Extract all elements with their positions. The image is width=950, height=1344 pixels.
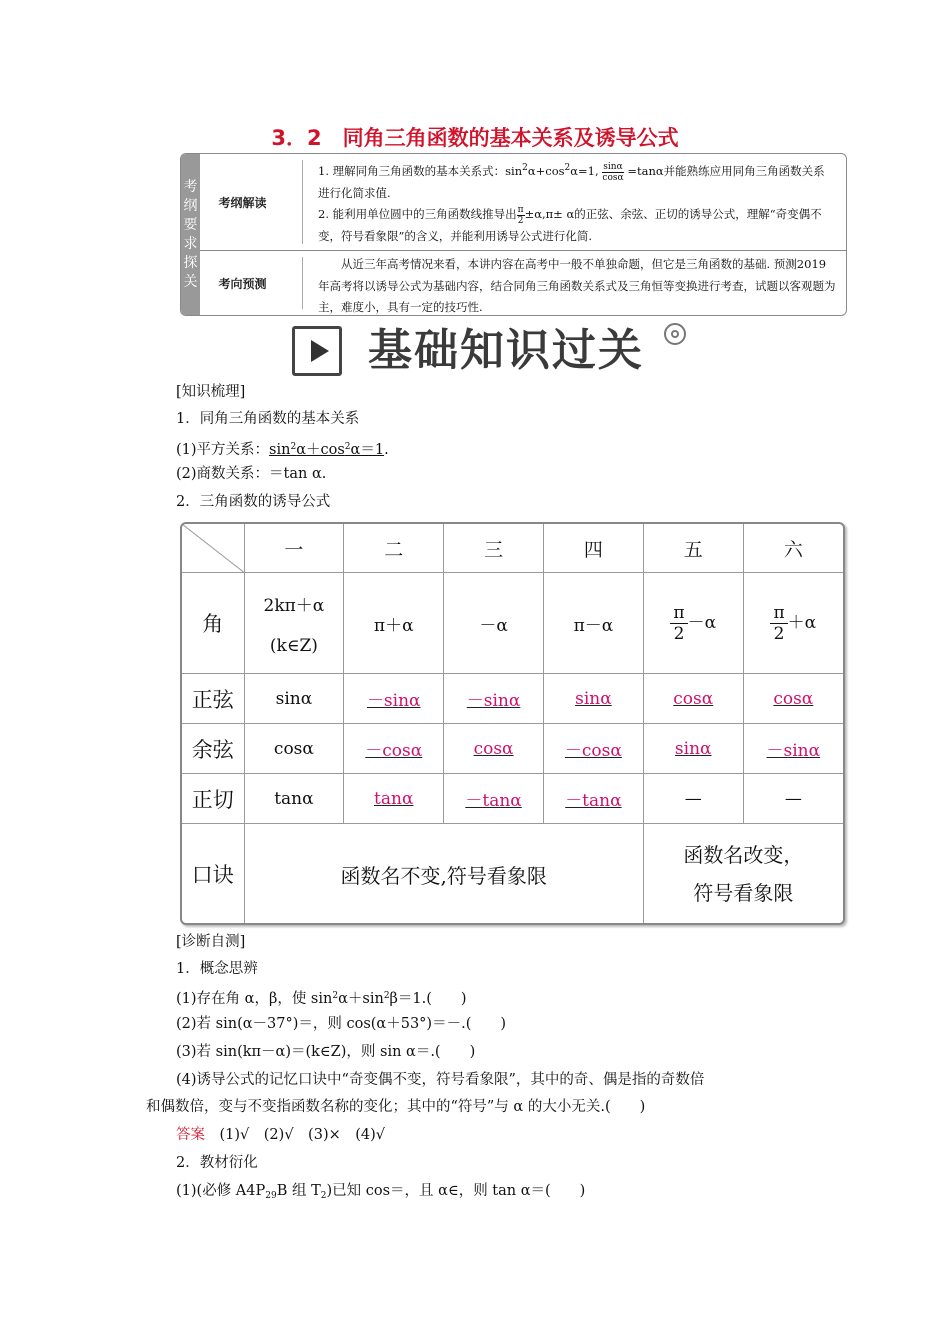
angle-cell: $\frac{\pi}{2}$ －α bbox=[643, 573, 743, 674]
induction-formula-table bbox=[180, 522, 845, 925]
sine-cell: －sinα bbox=[344, 674, 444, 724]
cosine-cell: sinα bbox=[643, 724, 743, 774]
forecast-text: 从近三年高考情况来看，本讲内容在高考中一般不单独命题，但它是三角函数的基础. 预测2019年高考将以诱导公式为基础内容，结合同角三角函数关系式及三角恒等变换进行考查，试题以客观题为主，难度小，具有一定的技巧性. bbox=[318, 257, 836, 314]
header-cell: 三 bbox=[444, 524, 544, 573]
tangent-cell: tanα bbox=[244, 774, 344, 824]
angle-cell: π＋α bbox=[344, 573, 444, 674]
syllabus-row-interpretation bbox=[200, 154, 846, 251]
play-icon bbox=[292, 326, 342, 376]
cosine-cell: －cosα bbox=[543, 724, 643, 774]
header-cell: 六 bbox=[743, 524, 843, 573]
row-label: 考纲解读 bbox=[218, 195, 267, 210]
question-4-line-2: 和偶数倍，变与不变指函数名称的变化；其中的“符号”与 α 的大小无关.( ) bbox=[146, 1099, 646, 1115]
header-cell: 四 bbox=[543, 524, 643, 573]
tangent-cell: — bbox=[643, 774, 743, 824]
divider bbox=[302, 160, 303, 244]
diagnosis-item-2: 2．教材衍化 bbox=[176, 1155, 258, 1171]
knowledge-item-2: 2．三角函数的诱导公式 bbox=[176, 494, 331, 510]
question-1: (1)存在角 α，β，使 $\sin^2\alpha+\sin^2\beta=1$.( ) bbox=[176, 991, 467, 1007]
question-3: (3)若 sin(kπ－α)＝(k∈Z)，则 sin α＝.( ) bbox=[176, 1044, 476, 1060]
target-icon bbox=[664, 323, 686, 345]
table-corner bbox=[182, 524, 244, 573]
divider bbox=[302, 257, 303, 309]
angle-cell: π－α bbox=[543, 573, 643, 674]
sine-cell: sinα bbox=[244, 674, 344, 724]
knowledge-heading: [知识梳理] bbox=[176, 384, 246, 400]
row-header-tangent: 正切 bbox=[182, 774, 244, 824]
sine-cell: sinα bbox=[543, 674, 643, 724]
row-header-mnemonic: 口诀 bbox=[182, 824, 244, 925]
cosine-cell: cosα bbox=[444, 724, 544, 774]
knowledge-item-1: 1．同角三角函数的基本关系 bbox=[176, 411, 360, 427]
syllabus-side-label: 考纲要求探关 bbox=[181, 154, 200, 315]
quotient-relation: (2)商数关系：＝tan α. bbox=[176, 466, 327, 482]
answer-label: 答案 bbox=[176, 1127, 205, 1143]
header-cell: 五 bbox=[643, 524, 743, 573]
angle-cell: －α bbox=[444, 573, 544, 674]
angle-cell: $\frac{\pi}{2}$ ＋α bbox=[743, 573, 843, 674]
row-label: 考向预测 bbox=[218, 276, 267, 291]
syllabus-row-forecast bbox=[200, 251, 846, 315]
cosine-cell: －cosα bbox=[344, 724, 444, 774]
tangent-cell: tanα bbox=[344, 774, 444, 824]
question-4-line-1: (4)诱导公式的记忆口诀中“奇变偶不变，符号看象限”，其中的奇、偶是指的奇数倍 bbox=[176, 1072, 705, 1088]
section-banner bbox=[292, 323, 692, 379]
question-2: (2)若 sin(α－37°)＝，则 cos(α＋53°)＝－.( ) bbox=[176, 1016, 507, 1032]
sine-cell: cosα bbox=[643, 674, 743, 724]
square-formula: $\sin^2\alpha+\cos^2\alpha=1$ bbox=[269, 442, 385, 458]
diagnosis-heading: [诊断自测] bbox=[176, 934, 246, 950]
cosine-cell: cosα bbox=[244, 724, 344, 774]
fraction: $\frac{\sin\alpha}{\cos\alpha}$ bbox=[602, 161, 624, 183]
square-relation: (1)平方关系：$\sin^2\alpha+\cos^2\alpha=1$. bbox=[176, 442, 389, 458]
row-header-cosine: 余弦 bbox=[182, 724, 244, 774]
answer-line: 答案 (1)√ (2)√ (3)× (4)√ bbox=[176, 1127, 386, 1143]
tangent-cell: — bbox=[743, 774, 843, 824]
diagnosis-item-1: 1．概念思辨 bbox=[176, 961, 258, 977]
row-header-angle: 角 bbox=[182, 573, 244, 674]
row-header-sine: 正弦 bbox=[182, 674, 244, 724]
banner-title: 基础知识过关 bbox=[368, 325, 644, 376]
fraction: $\frac{\pi}{2}$ bbox=[517, 204, 524, 226]
syllabus-text: 1. 理解同角三角函数的基本关系式：$\sin^2\alpha+\cos^2\alpha=1$, $\frac{\sin\alpha}{\cos\alpha}$ =tanα并能熟练应用同角三角函数关系进行化简求值. 2. 能利用单位圆中的三角函数线推导出 $\frac{\pi}{2}$ ±α,π± α的正弦、余弦、正切的诱导公式，理解“奇变偶不变，符号看象限”的含义，并能利用诱导公式进行化简. bbox=[318, 161, 825, 243]
cosine-cell: －sinα bbox=[743, 724, 843, 774]
angle-cell: 2kπ＋α (k∈Z) bbox=[244, 573, 344, 674]
syllabus-box bbox=[180, 153, 847, 316]
tangent-cell: －tanα bbox=[543, 774, 643, 824]
header-cell: 一 bbox=[244, 524, 344, 573]
page-title: 3．2 同角三角函数的基本关系及诱导公式 bbox=[271, 126, 679, 150]
sine-cell: －sinα bbox=[444, 674, 544, 724]
header-cell: 二 bbox=[344, 524, 444, 573]
question-5: (1)(必修 $A4P_{29}B$ 组 $T_2$)已知 cos＝，且 α∈，则 tan α＝( ) bbox=[176, 1183, 586, 1201]
tangent-cell: －tanα bbox=[444, 774, 544, 824]
mnemonic-right: 函数名改变， 符号看象限 bbox=[643, 824, 843, 925]
sine-cell: cosα bbox=[743, 674, 843, 724]
mnemonic-left: 函数名不变,符号看象限 bbox=[244, 824, 643, 925]
